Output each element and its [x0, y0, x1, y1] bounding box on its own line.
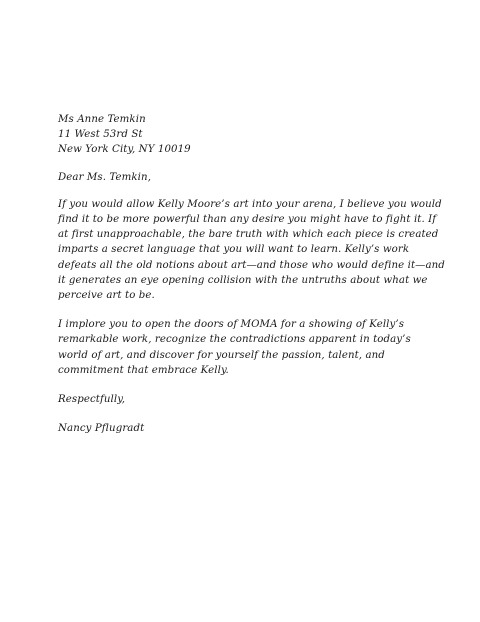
- closing-text: Respectfully,: [58, 394, 126, 406]
- body-paragraph-1: [58, 197, 445, 303]
- paragraph-line: defeats all the old notions about art—and those who would define it—and: [58, 259, 445, 271]
- salutation: [58, 170, 428, 185]
- paragraph-line: it generates an eye opening collision with the untruths about what we: [58, 274, 428, 286]
- address-line: New York City, NY 10019: [58, 144, 191, 156]
- paragraph-line: find it to be more powerful than any desire you might have to fight it. If: [58, 214, 437, 226]
- paragraph-line: at first unapproachable, the bare truth with which each piece is created: [58, 229, 439, 241]
- paragraph-line: perceive art to be.: [58, 290, 155, 302]
- paragraph-line: I implore you to open the doors of MOMA for a showing of Kelly’s: [58, 319, 405, 331]
- closing: [58, 392, 428, 407]
- paragraph-line: world of art, and discover for yourself the passion, talent, and: [58, 349, 385, 361]
- recipient-address: [58, 112, 428, 158]
- letter-body: [58, 112, 445, 436]
- address-line: Ms Anne Temkin: [58, 114, 146, 125]
- body-paragraph-2: [58, 317, 428, 378]
- paragraph-line: commitment that embrace Kelly.: [58, 364, 229, 376]
- paragraph-line: imparts a secret language that you will want to learn. Kelly’s work: [58, 244, 410, 256]
- signature-block: [58, 421, 428, 436]
- address-line: 11 West 53rd St: [58, 129, 143, 141]
- signature-name: Nancy Pflugradt: [58, 423, 145, 435]
- greeting-text: Dear Ms. Temkin,: [58, 171, 152, 183]
- paragraph-line: remarkable work, recognize the contradictions apparent in today’s: [58, 334, 411, 346]
- paragraph-line: If you would allow Kelly Moore’s art into your arena, I believe you would: [58, 198, 442, 210]
